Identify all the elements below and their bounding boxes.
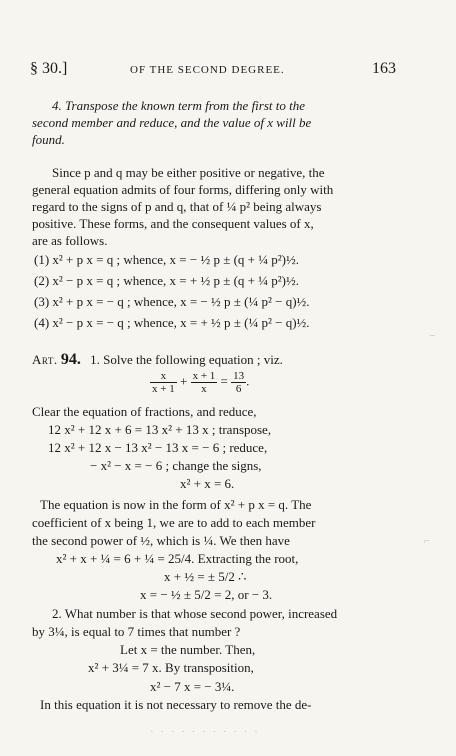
paragraph-line: regard to the signs of p and q, that of ¼ p² being always [32, 199, 322, 214]
problem-line: Let x = the number. Then, [120, 642, 256, 657]
fraction-equation [150, 370, 249, 395]
solution-line: Clear the equation of fractions, and reduce, [32, 404, 257, 419]
solution-line: x² + x + ¼ = 6 + ¼ = 25/4. Extracting the root, [56, 551, 299, 566]
form-equation: (2) x² − p x = q ; whence, x = + ½ p ± (q + ¼ p²)½. [34, 273, 299, 288]
fraction: $\frac{x}{x + 1}$ [152, 370, 175, 395]
problem-line: by 3¼, is equal to 7 times that number ? [32, 624, 241, 639]
margin-speck: – [430, 330, 435, 341]
problem-line: x² − 7 x = − 3¼. [150, 679, 235, 694]
running-title: OF THE SECOND DEGREE. [130, 64, 285, 76]
equals-sign: = [220, 373, 228, 389]
solution-line: coefficient of x being 1, we are to add to each member [32, 515, 316, 530]
rule-line: 4. Transpose the known term from the first to the [52, 98, 306, 113]
problem-line: In this equation it is not necessary to remove the de- [40, 697, 312, 712]
problem-line: x² + 3¼ = 7 x. By transposition, [88, 660, 254, 675]
solution-line: the second power of ½, which is ¼. We then have [32, 533, 290, 548]
solution-line: 12 x² + 12 x − 13 x² − 13 x = − 6 ; reduce, [48, 440, 268, 455]
section-marker: § 30.] [30, 60, 68, 77]
solution-line: x + ½ = ± 5/2 ∴ [164, 569, 247, 584]
article-label: Art. [32, 352, 58, 367]
paragraph-line: are as follows. [32, 233, 108, 248]
period: . [246, 373, 250, 389]
faint-footer-marks: · · · · · · · · · · · [150, 726, 260, 738]
fraction: $\frac{x + 1}{x}$ [192, 370, 216, 395]
rule-line: found. [32, 132, 65, 147]
paragraph-line: Since p and q may be either positive or negative, the [52, 165, 325, 180]
article-number: 94. [60, 351, 81, 368]
solution-line: x² + x = 6. [180, 476, 235, 491]
solution-line: 12 x² + 12 x + 6 = 13 x² + 13 x ; transpose, [48, 422, 272, 437]
solution-line: − x² − x = − 6 ; change the signs, [90, 458, 262, 473]
margin-speck: ⌐ [424, 536, 430, 547]
form-equation: (4) x² − p x = − q ; whence, x = + ½ p ± (¼ p² − q)½. [34, 315, 310, 330]
paragraph-line: positive. These forms, and the consequent values of x, [32, 216, 314, 231]
article-text: 1. Solve the following equation ; viz. [90, 352, 283, 367]
problem-line: 2. What number is that whose second power, increased [52, 606, 338, 621]
plus-sign: + [179, 373, 188, 389]
rule-line: second member and reduce, and the value of x will be [32, 115, 312, 130]
page-number: 163 [372, 60, 396, 77]
form-equation: (1) x² + p x = q ; whence, x = − ½ p ± (q + ¼ p²)½. [34, 252, 299, 267]
fraction: $\frac{13}{6}$ [233, 370, 245, 395]
solution-line: The equation is now in the form of x² + p x = q. The [40, 497, 312, 512]
paragraph-line: general equation admits of four forms, differing only with [32, 182, 334, 197]
solution-line: x = − ½ ± 5/2 = 2, or − 3. [140, 587, 273, 602]
form-equation: (3) x² + p x = − q ; whence, x = − ½ p ± (¼ p² − q)½. [34, 294, 310, 309]
article-heading [32, 352, 283, 367]
